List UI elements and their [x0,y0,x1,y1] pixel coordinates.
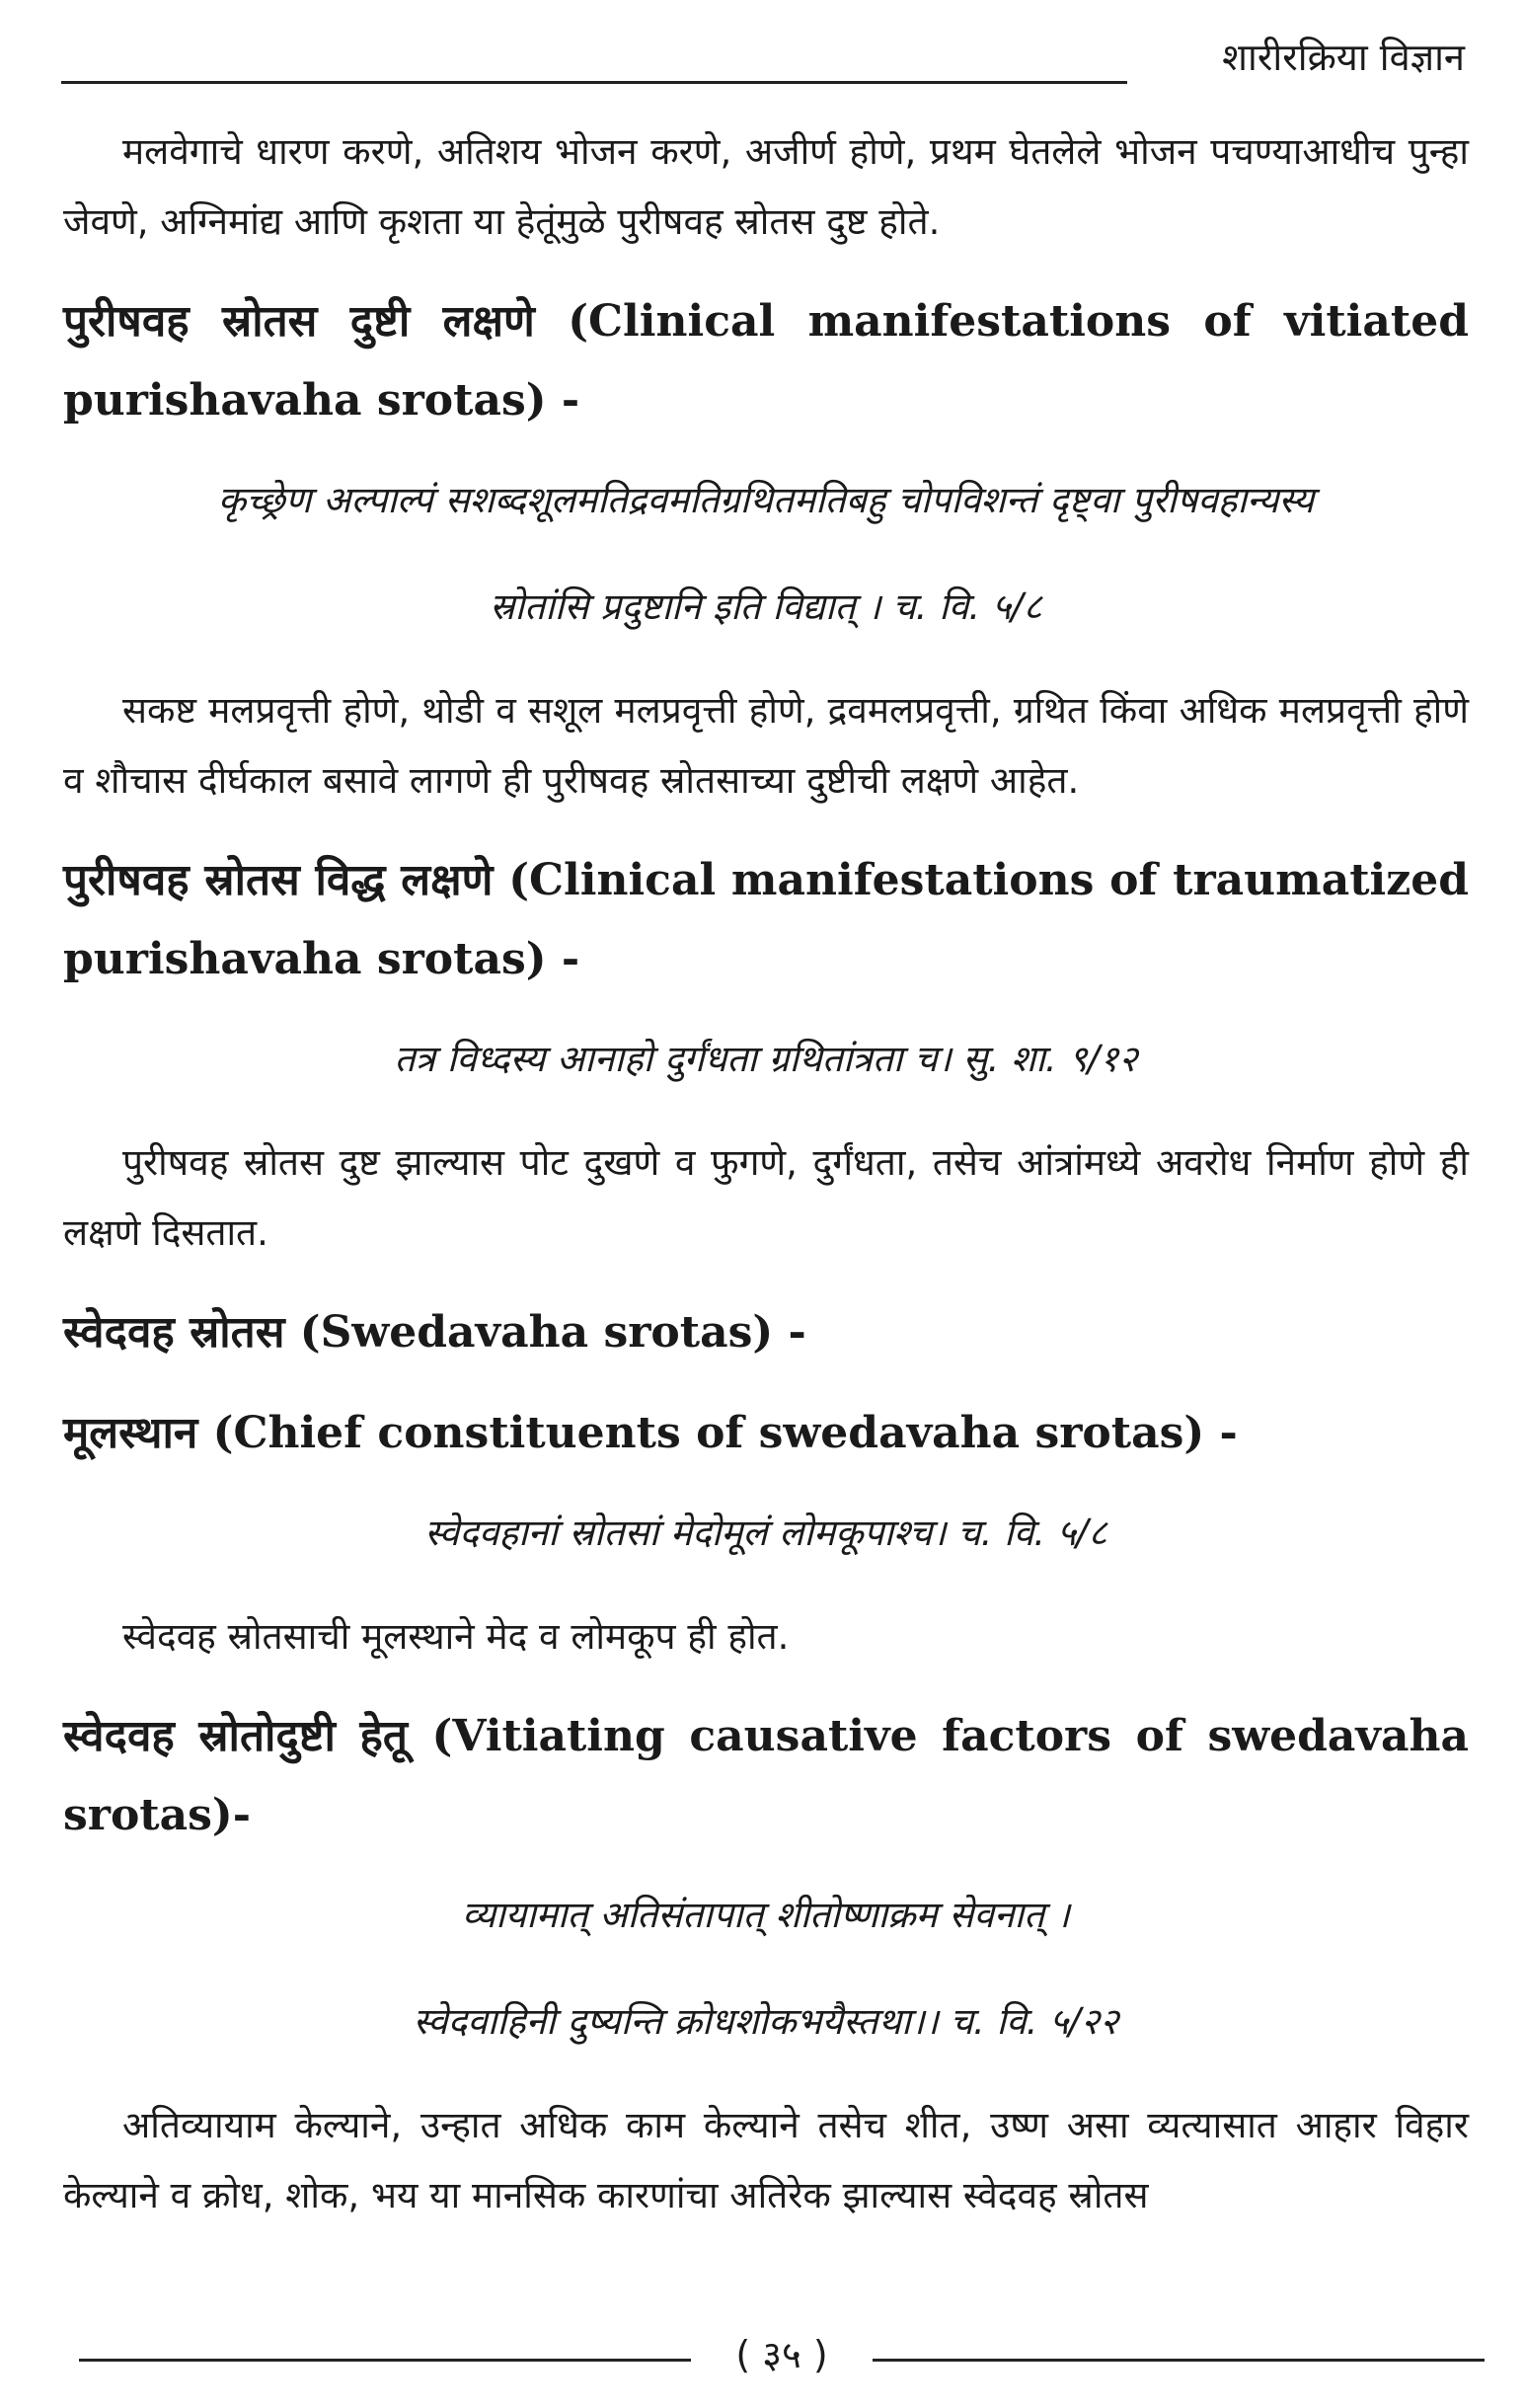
verse-purishavaha-line-1: कृच्छ्रेण अल्पाल्पं सशब्दशूलमतिद्रवमतिग्रथितमतिबहु चोपविशन्तं दृष्ट्वा पुरीषवहान्यस्य [217,479,1315,521]
paragraph-vitiated-symptoms: सकष्ट मलप्रवृत्ती होणे, थोडी व सशूल मलप्रवृत्ती होणे, द्रवमलप्रवृत्ती, ग्रथित किंवा अधिक मलप्रवृत्ती होणे व शौचास दीर्घकाल बसावे लागणे ही पुरीषवह स्रोतसाच्या दुष्टीची लक्षणे आहेत. [63,689,1469,802]
header-rule [61,81,1127,84]
heading-swedavaha-causes: स्वेदवह स्रोतोदुष्टी हेतू (Vitiating causative factors of swedavaha srotas)- [63,1711,1469,1840]
paragraph-mulasthana: स्वेदवह स्रोतसाची मूलस्थाने मेद व लोमकूप ही होत. [122,1615,790,1658]
paragraph-traumatized-symptoms: पुरीषवह स्रोतस दुष्ट झाल्यास पोट दुखणे व फुगणे, दुर्गंधता, तसेच आंत्रांमध्ये अवरोध निर्माण होणे ही लक्षणे दिसतात. [63,1141,1469,1254]
verse-swedavaha-line-1: व्यायामात् अतिसंतापात् शीतोष्णाक्रम सेवनात् । [462,1894,1070,1936]
page-number: ( ३५ ) [735,2333,828,2376]
verse-mulasthana: स्वेदवहानां स्रोतसां मेदोमूलं लोमकूपाश्च। च. वि. ५/८ [424,1512,1107,1554]
footer-rule-right [873,2359,1485,2362]
heading-mulasthana: मूलस्थान (Chief constituents of swedavaha srotas) - [63,1408,1238,1458]
heading-vitiated-purishavaha: पुरीषवह स्रोतस दुष्टी लक्षणे (Clinical manifestations of vitiated purishavaha srotas) - [63,296,1469,426]
verse-swedavaha-line-2: स्वेदवाहिनी दुष्यन्ति क्रोधशोकभयैस्तथा।। च. वि. ५/२२ [413,2000,1119,2043]
page-body [63,117,1469,2256]
heading-traumatized-purishavaha: पुरीषवह स्रोतस विद्ध लक्षणे (Clinical manifestations of traumatized purishavaha srotas) - [63,855,1469,984]
verse-purishavaha-line-2: स्रोतांसि प्रदुष्टानि इति विद्यात् । च. वि. ५/८ [490,585,1042,628]
paragraph-swedavaha-causes: अतिव्यायाम केल्याने, उन्हात अधिक काम केल्याने तसेच शीत, उष्ण असा व्यत्यासात आहार विहार केल्याने व क्रोध, शोक, भय या मानसिक कारणांचा अतिरेक झाल्यास स्वेदवह स्रोतस [63,2104,1469,2216]
heading-swedavaha: स्वेदवह स्रोतस (Swedavaha srotas) - [63,1307,806,1358]
page-footer [79,2325,1485,2384]
page-header [61,28,1465,87]
verse-traumatized: तत्र विध्दस्य आनाहो दुर्गंधता ग्रथितांत्रता च। सु. शा. ९/१२ [394,1038,1138,1080]
running-title: शारीरक्रिया विज्ञान [1222,36,1465,79]
paragraph-causes-purishavaha: मलवेगाचे धारण करणे, अतिशय भोजन करणे, अजीर्ण होणे, प्रथम घेतलेले भोजन पचण्याआधीच पुन्हा जेवणे, अग्निमांद्य आणि कृशता या हेतूंमुळे पुरीषवह स्रोतस दुष्ट होते. [63,130,1469,243]
